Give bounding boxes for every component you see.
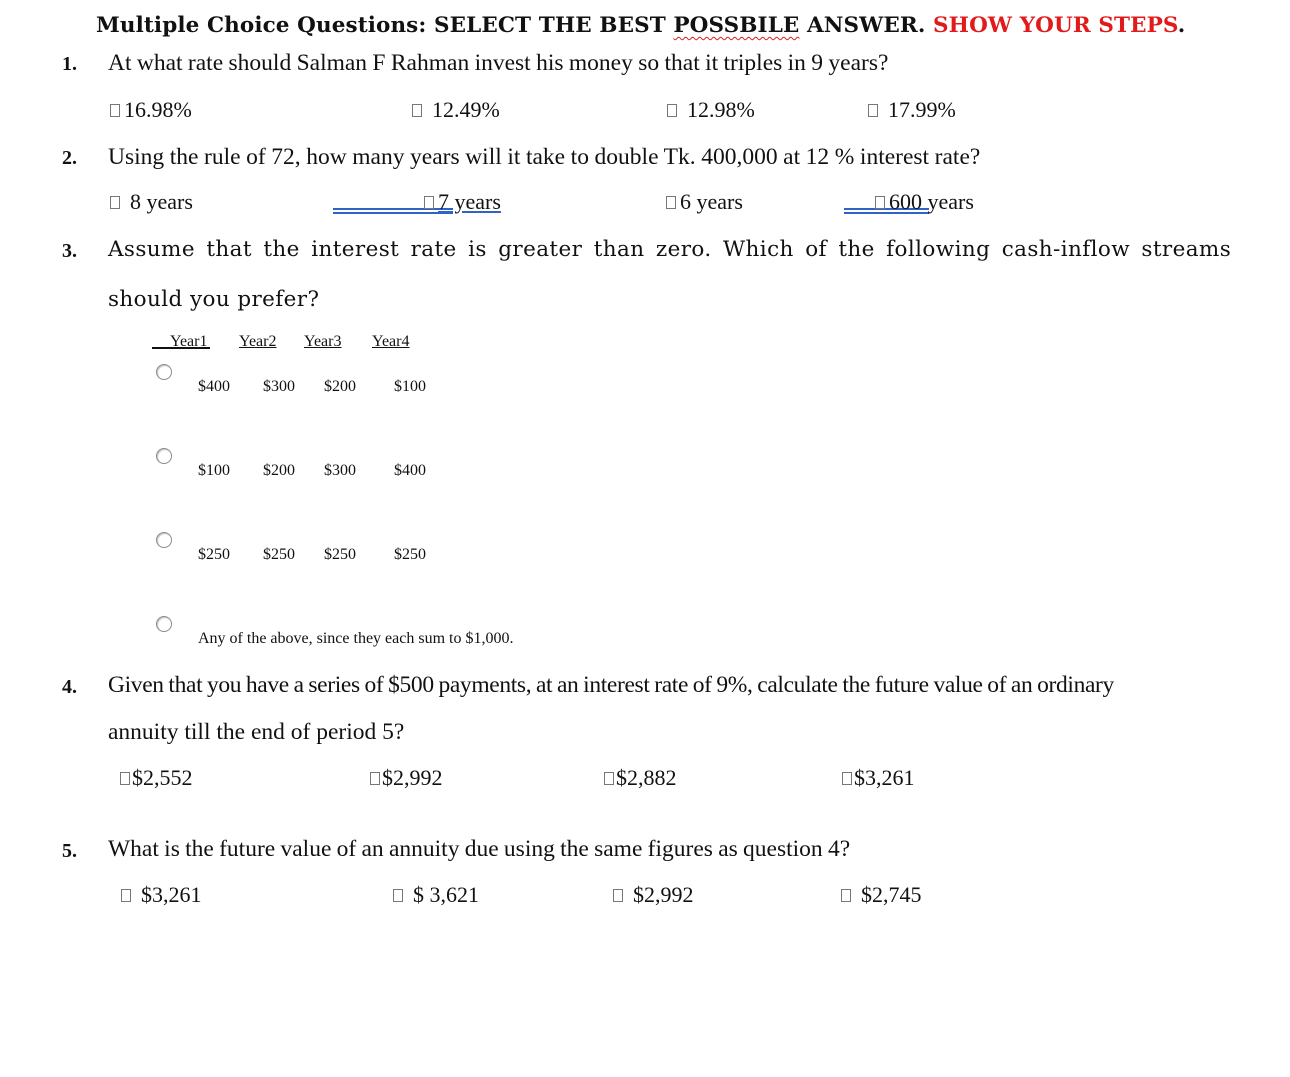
checkbox-icon[interactable] — [424, 196, 434, 209]
question-2-text: Using the rule of 72, how many years will it take to double Tk. 400,000 at 12 % interest rate? — [108, 144, 981, 170]
year-header-1: Year1 — [170, 333, 208, 350]
checkbox-icon[interactable] — [875, 196, 885, 209]
stream-3-year4: $250 — [394, 546, 426, 563]
title-misspelled-word: POSSBILE — [673, 13, 800, 38]
stream-2-year3: $300 — [324, 462, 356, 479]
q5-option-b[interactable]: $ 3,621 — [393, 882, 479, 908]
checkbox-icon[interactable] — [842, 772, 852, 785]
q4-option-d[interactable]: $3,261 — [842, 765, 915, 791]
q1-option-d[interactable]: 17.99% — [868, 97, 956, 123]
q1-option-a[interactable]: 16.98% — [110, 97, 192, 123]
checkbox-icon[interactable] — [667, 104, 677, 117]
q2-option-c[interactable]: 6 years — [666, 189, 743, 215]
year-header-2: Year2 — [239, 333, 277, 350]
checkbox-icon[interactable] — [110, 104, 120, 117]
q1-option-b[interactable]: 12.49% — [412, 97, 500, 123]
question-5-text: What is the future value of an annuity due using the same figures as question 4? — [108, 836, 851, 862]
q2-option-b[interactable]: 7 years — [424, 189, 501, 215]
checkbox-icon[interactable] — [120, 772, 130, 785]
q2-option-d[interactable]: 600 years — [875, 189, 974, 215]
stream-2-year2: $200 — [263, 462, 295, 479]
checkbox-icon[interactable] — [121, 889, 131, 902]
stream-1-year4: $100 — [394, 378, 426, 395]
q3-radio-option-3[interactable] — [156, 532, 172, 548]
q1-option-c[interactable]: 12.98% — [667, 97, 755, 123]
q4-option-c[interactable]: $2,882 — [604, 765, 677, 791]
page-title — [96, 13, 1185, 38]
stream-1-year3: $200 — [324, 378, 356, 395]
q5-option-d[interactable]: $2,745 — [841, 882, 922, 908]
question-4-text-line1: Given that you have a series of $500 payments, at an interest rate of 9%, calculate the future value of an ordinary — [108, 672, 1114, 698]
q3-radio-option-4[interactable] — [156, 616, 172, 632]
q2-option-a[interactable]: 8 years — [110, 189, 193, 215]
title-text: Multiple Choice Questions: SELECT THE BEST — [96, 13, 674, 38]
question-3-number: 3. — [62, 240, 77, 262]
question-2-number: 2. — [62, 147, 77, 169]
stream-3-year2: $250 — [263, 546, 295, 563]
question-3-text-line2: should you prefer? — [108, 287, 320, 312]
q4-option-b[interactable]: $2,992 — [370, 765, 443, 791]
q4-option-a[interactable]: $2,552 — [120, 765, 193, 791]
stream-3-year1: $250 — [198, 546, 230, 563]
checkbox-icon[interactable] — [110, 196, 120, 209]
title-red-instruction: SHOW YOUR STEPS — [933, 13, 1178, 38]
question-4-number: 4. — [62, 676, 77, 698]
checkbox-icon[interactable] — [412, 104, 422, 117]
question-5-number: 5. — [62, 840, 77, 862]
year-header-3: Year3 — [304, 333, 342, 350]
stream-2-year4: $400 — [394, 462, 426, 479]
stream-1-year1: $400 — [198, 378, 230, 395]
year-header-4: Year4 — [372, 333, 410, 350]
checkbox-icon[interactable] — [604, 772, 614, 785]
stream-2-year1: $100 — [198, 462, 230, 479]
checkbox-icon[interactable] — [370, 772, 380, 785]
checkbox-icon[interactable] — [868, 104, 878, 117]
checkbox-icon[interactable] — [613, 889, 623, 902]
q5-option-c[interactable]: $2,992 — [613, 882, 694, 908]
q5-option-a[interactable]: $3,261 — [121, 882, 202, 908]
stream-1-year2: $300 — [263, 378, 295, 395]
title-period: . — [1177, 13, 1186, 38]
question-4-text-line2: annuity till the end of period 5? — [108, 719, 405, 745]
checkbox-icon[interactable] — [666, 196, 676, 209]
question-1-number: 1. — [62, 53, 77, 75]
checkbox-icon[interactable] — [841, 889, 851, 902]
q3-option-4-text: Any of the above, since they each sum to $1,000. — [198, 630, 514, 647]
q3-radio-option-2[interactable] — [156, 448, 172, 464]
question-3-text-line1: Assume that the interest rate is greater than zero. Which of the following cash-inflow streams — [108, 237, 1232, 262]
question-1-text: At what rate should Salman F Rahman invest his money so that it triples in 9 years? — [108, 50, 889, 76]
checkbox-icon[interactable] — [393, 889, 403, 902]
q3-radio-option-1[interactable] — [156, 364, 172, 380]
stream-3-year3: $250 — [324, 546, 356, 563]
title-text-2: ANSWER. — [799, 13, 934, 38]
